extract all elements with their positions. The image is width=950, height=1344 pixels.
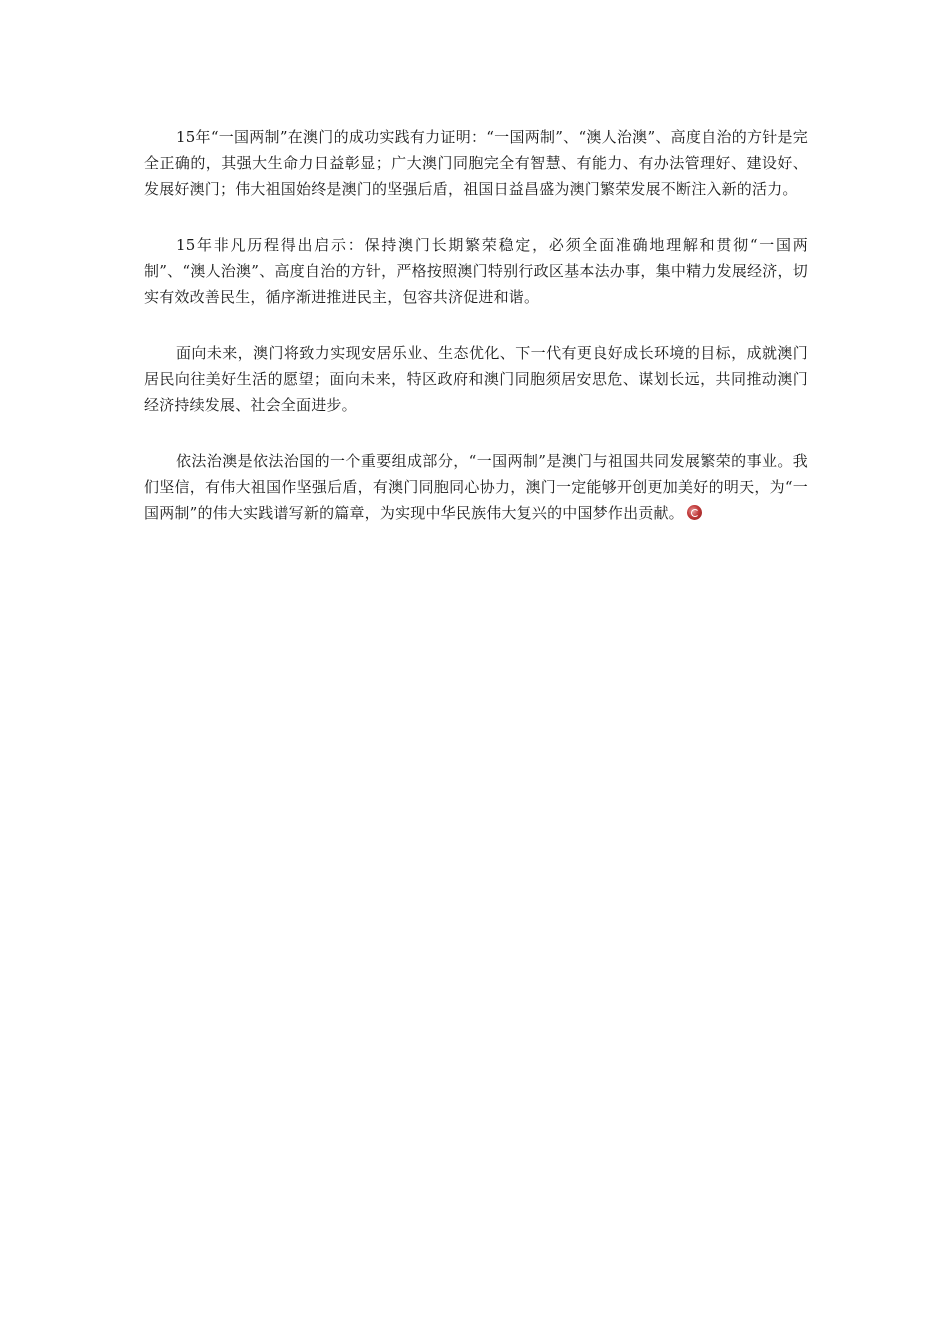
article-body [144, 124, 808, 556]
paragraph-2: 15年非凡历程得出启示：保持澳门长期繁荣稳定，必须全面准确地理解和贯彻“一国两制”、“澳人治澳”、高度自治的方针，严格按照澳门特别行政区基本法办事，集中精力发展经济，切实有效改善民生，循序渐进推进民主，包容共济促进和谐。 [144, 236, 808, 306]
paragraph-4 [144, 448, 808, 526]
paragraph-1: 15年“一国两制”在澳门的成功实践有力证明：“一国两制”、“澳人治澳”、高度自治的方针是完全正确的，其强大生命力日益彰显；广大澳门同胞完全有智慧、有能力、有办法管理好、建设好、发展好澳门；伟大祖国始终是澳门的坚强后盾，祖国日益昌盛为澳门繁荣发展不断注入新的活力。 [144, 128, 808, 198]
paragraph-4-text: 依法治澳是依法治国的一个重要组成部分，“一国两制”是澳门与祖国共同发展繁荣的事业。我们坚信，有伟大祖国作坚强后盾，有澳门同胞同心协力，澳门一定能够开创更加美好的明天，为“一国两制”的伟大实践谱写新的篇章，为实现中华民族伟大复兴的中国梦作出贡献。 [144, 452, 808, 522]
article-end-logo-icon [687, 505, 702, 520]
paragraph-3: 面向未来，澳门将致力实现安居乐业、生态优化、下一代有更良好成长环境的目标，成就澳门居民向往美好生活的愿望；面向未来，特区政府和澳门同胞须居安思危、谋划长远，共同推动澳门经济持续发展、社会全面进步。 [144, 344, 808, 414]
